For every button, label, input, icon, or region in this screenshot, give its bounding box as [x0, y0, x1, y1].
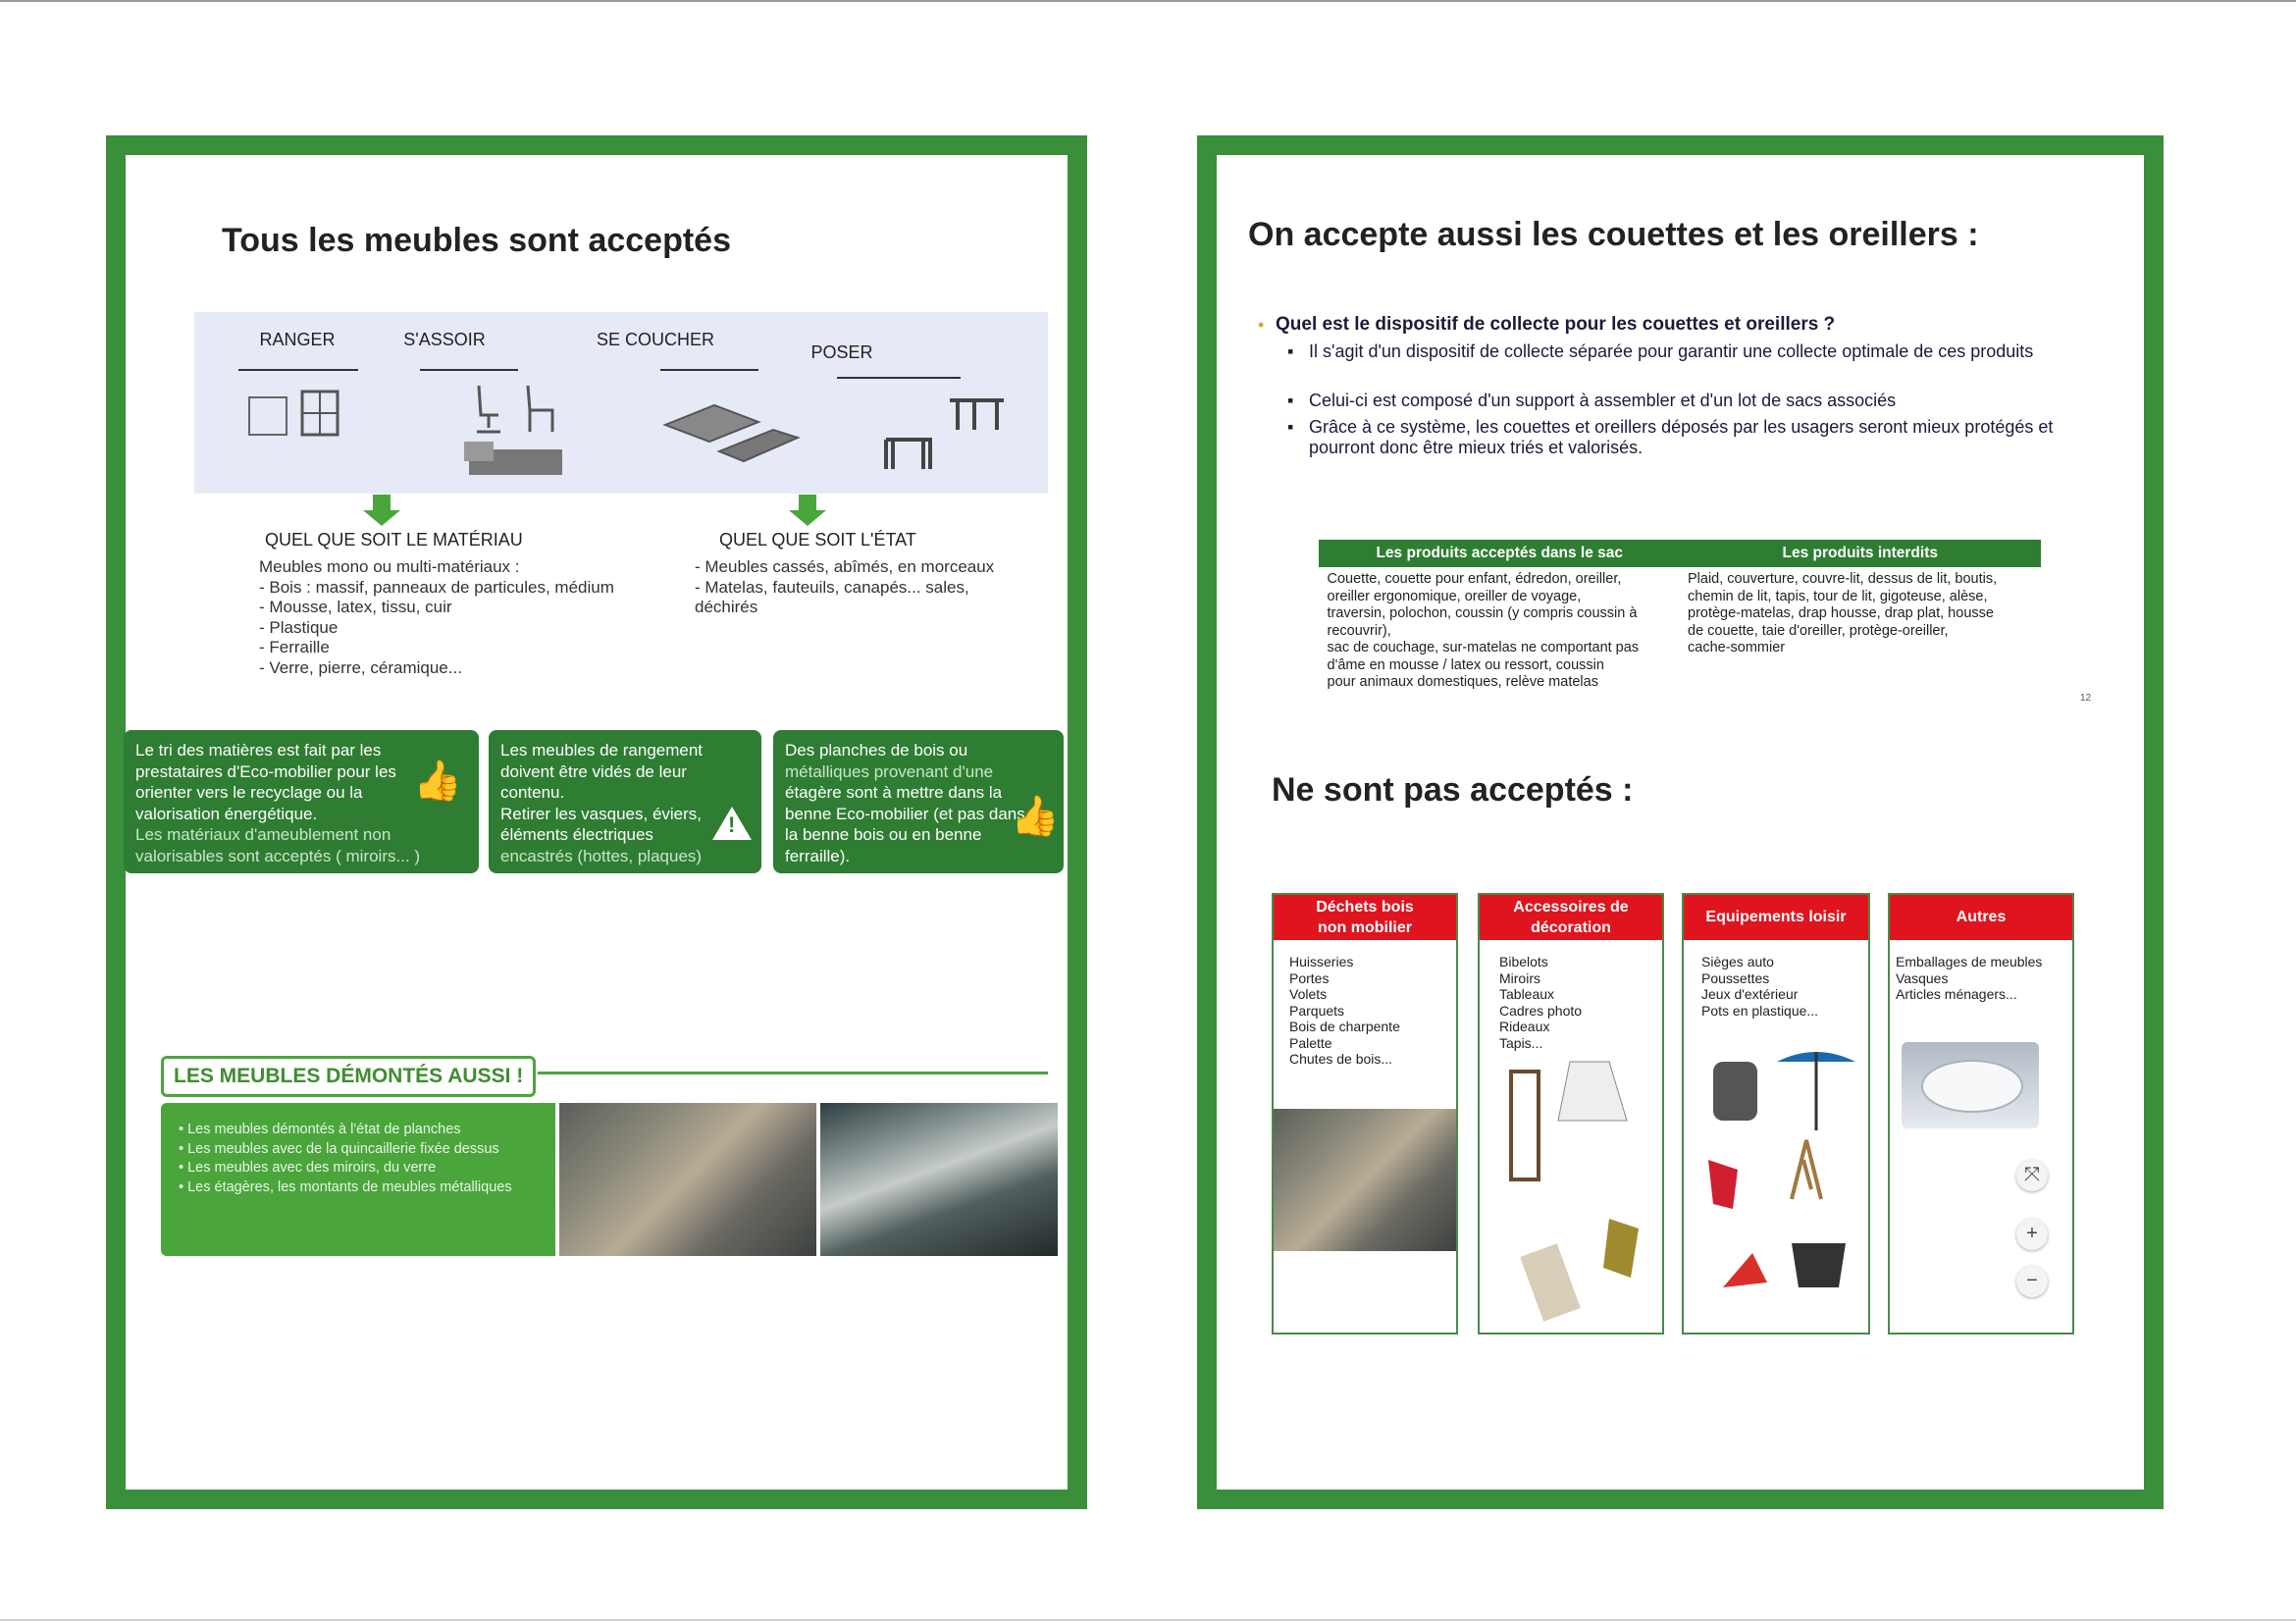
storage-info-note: encastrés (hottes, plaques) [500, 846, 703, 865]
material-text: Meubles mono ou multi-matériaux : - Bois : massif, panneaux de particules, médium - Mousse, latex, tissu, cuir - Plastique - Ferraille - Verre, pierre, céramique... [259, 557, 614, 677]
disassembled-item: • Les étagères, les montants de meubles métalliques [179, 1178, 512, 1195]
zoom-out-button[interactable]: − [2016, 1266, 2048, 1297]
planks-info-note: métalliques provenant d'une [785, 761, 994, 781]
planks-info-text: Des planches de bois ou [785, 741, 968, 759]
category-sassoir: S'ASSOIR [403, 330, 486, 349]
disassembled-item: • Les meubles démontés à l'état de planches [179, 1122, 461, 1137]
fit-view-button[interactable]: ⤧ [2016, 1160, 2048, 1191]
category-ranger: RANGER [259, 330, 336, 349]
state-heading: QUEL QUE SOIT L'ÉTAT [719, 530, 916, 550]
column-items: Emballages de meubles Vasques Articles ménagers... [1896, 954, 2043, 1002]
material-heading: QUEL QUE SOIT LE MATÉRIAU [265, 530, 523, 550]
left-page [106, 135, 1087, 1509]
category-poser: POSER [810, 342, 873, 362]
top-edge-line [0, 0, 2296, 2]
column-items: Huisseries Portes Volets Parquets Bois de charpente Palette Chutes de bois... [1289, 954, 1400, 1067]
collection-question: Quel est le dispositif de collecte pour les couettes et oreillers ? [1276, 314, 1836, 335]
category-underline [660, 369, 758, 371]
column-header: Déchets bois non mobilier [1274, 895, 1456, 940]
storage-furniture-icon [243, 386, 351, 445]
column-items: Bibelots Miroirs Tableaux Cadres photo Rideaux Tapis... [1499, 954, 1583, 1051]
disassembled-title: LES MEUBLES DÉMONTÉS AUSSI ! [161, 1056, 536, 1097]
category-se-coucher: SE COUCHER [596, 330, 714, 349]
state-text: - Meubles cassés, abîmés, en morceaux - Matelas, fauteuils, canapés... sales, déchirés [695, 557, 995, 616]
table-header-accepted: Les produits acceptés dans le sac [1320, 541, 1681, 567]
warning-icon: ! [712, 807, 752, 840]
column-header: Accessoires de décoration [1480, 895, 1662, 940]
wood-waste-photo [1274, 1109, 1456, 1251]
decoration-column [1478, 893, 1664, 1335]
decoration-items-illustration [1501, 1052, 1648, 1327]
disassembled-item: • Les meubles avec de la quincaillerie fixée dessus [179, 1140, 499, 1157]
sorting-info-text: Le tri des matières est fait par les prestataires d'Eco-mobilier pour les orienter vers le recyclage ou la valorisation énergétique. [135, 741, 396, 823]
storage-info-text: Les meubles de rangement doivent être vidés de leur contenu. [500, 741, 704, 802]
planks-info-text-2: étagère sont à mettre dans la benne Eco-mobilier (et pas dans la benne bois ou en benne ferraille). [785, 783, 1025, 865]
metal-shelves-photo [820, 1103, 1058, 1256]
disassembled-rule [538, 1072, 1048, 1074]
column-header: Equipements loisir [1684, 895, 1868, 940]
table-header-forbidden: Les produits interdits [1680, 541, 2041, 567]
right-page [1197, 135, 2164, 1509]
category-underline [837, 377, 961, 379]
thumbs-up-icon: 👍 [1011, 795, 1060, 838]
sorting-info-note: Les matériaux d'ameublement non valorisables sont acceptés ( miroirs... ) [135, 825, 421, 865]
column-items: Sièges auto Poussettes Jeux d'extérieur Pots en plastique... [1701, 954, 1819, 1019]
page-number: 12 [2080, 693, 2092, 704]
left-page-title: Tous les meubles sont acceptés [222, 222, 731, 259]
category-underline [420, 369, 518, 371]
zoom-in-button[interactable]: + [2016, 1219, 2048, 1250]
not-accepted-title: Ne sont pas acceptés : [1272, 771, 1634, 809]
collection-bullet: ▪ Grâce à ce système, les couettes et oreillers déposés par les usagers seront mieux protégés et pourront donc être mieux triés et valorisés. [1287, 417, 2054, 457]
storage-info-text-2: Retirer les vasques, éviers, éléments électriques [500, 804, 703, 844]
forbidden-products-cell: Plaid, couverture, couvre-lit, dessus de lit, boutis, chemin de lit, tapis, tour de lit, gigoteuse, alèse, protège-matelas, drap housse, drap plat, housse de couette, taie d'oreiller, protège-oreiller, cache-sommier [1680, 567, 2041, 696]
wood-planks-photo [559, 1103, 816, 1256]
leisure-column [1682, 893, 1870, 1335]
column-header: Autres [1890, 895, 2072, 940]
storage-info-box [489, 730, 761, 873]
sink-photo [1902, 1042, 2039, 1128]
category-underline [238, 369, 358, 371]
bed-frame-icon [660, 400, 808, 469]
products-table [1319, 540, 2041, 696]
disassembled-item: • Les meubles avec des miroirs, du verre [179, 1160, 437, 1176]
thumbs-up-icon: 👍 [413, 759, 462, 803]
seating-furniture-icon [459, 381, 567, 479]
disassembled-list [161, 1103, 555, 1256]
bullet-dot: • [1258, 315, 1265, 335]
wood-waste-column [1272, 893, 1458, 1335]
bottom-edge-line [0, 1619, 2296, 1621]
others-column [1888, 893, 2074, 1335]
planks-info-box [773, 730, 1064, 873]
right-page-title: On accepte aussi les couettes et les oreillers : [1248, 216, 1979, 253]
table-icon [881, 395, 1018, 474]
collection-bullet: ▪ Il s'agit d'un dispositif de collecte séparée pour garantir une collecte optimale de ces produits [1287, 341, 2034, 361]
furniture-categories-panel [194, 312, 1048, 494]
accepted-products-cell: Couette, couette pour enfant, édredon, oreiller, oreiller ergonomique, oreiller de voyage, traversin, polochon, coussin (y compris coussin à recouvrir), sac de couchage, sur-matelas ne comportant pas d'âme en mousse / latex ou ressort, coussin pour animaux domestiques, relève matelas [1320, 567, 1681, 696]
sorting-info-box [124, 730, 479, 873]
collection-bullet: ▪ Celui-ci est composé d'un support à assembler et d'un lot de sacs associés [1287, 391, 1897, 410]
leisure-items-illustration [1694, 1042, 1865, 1327]
